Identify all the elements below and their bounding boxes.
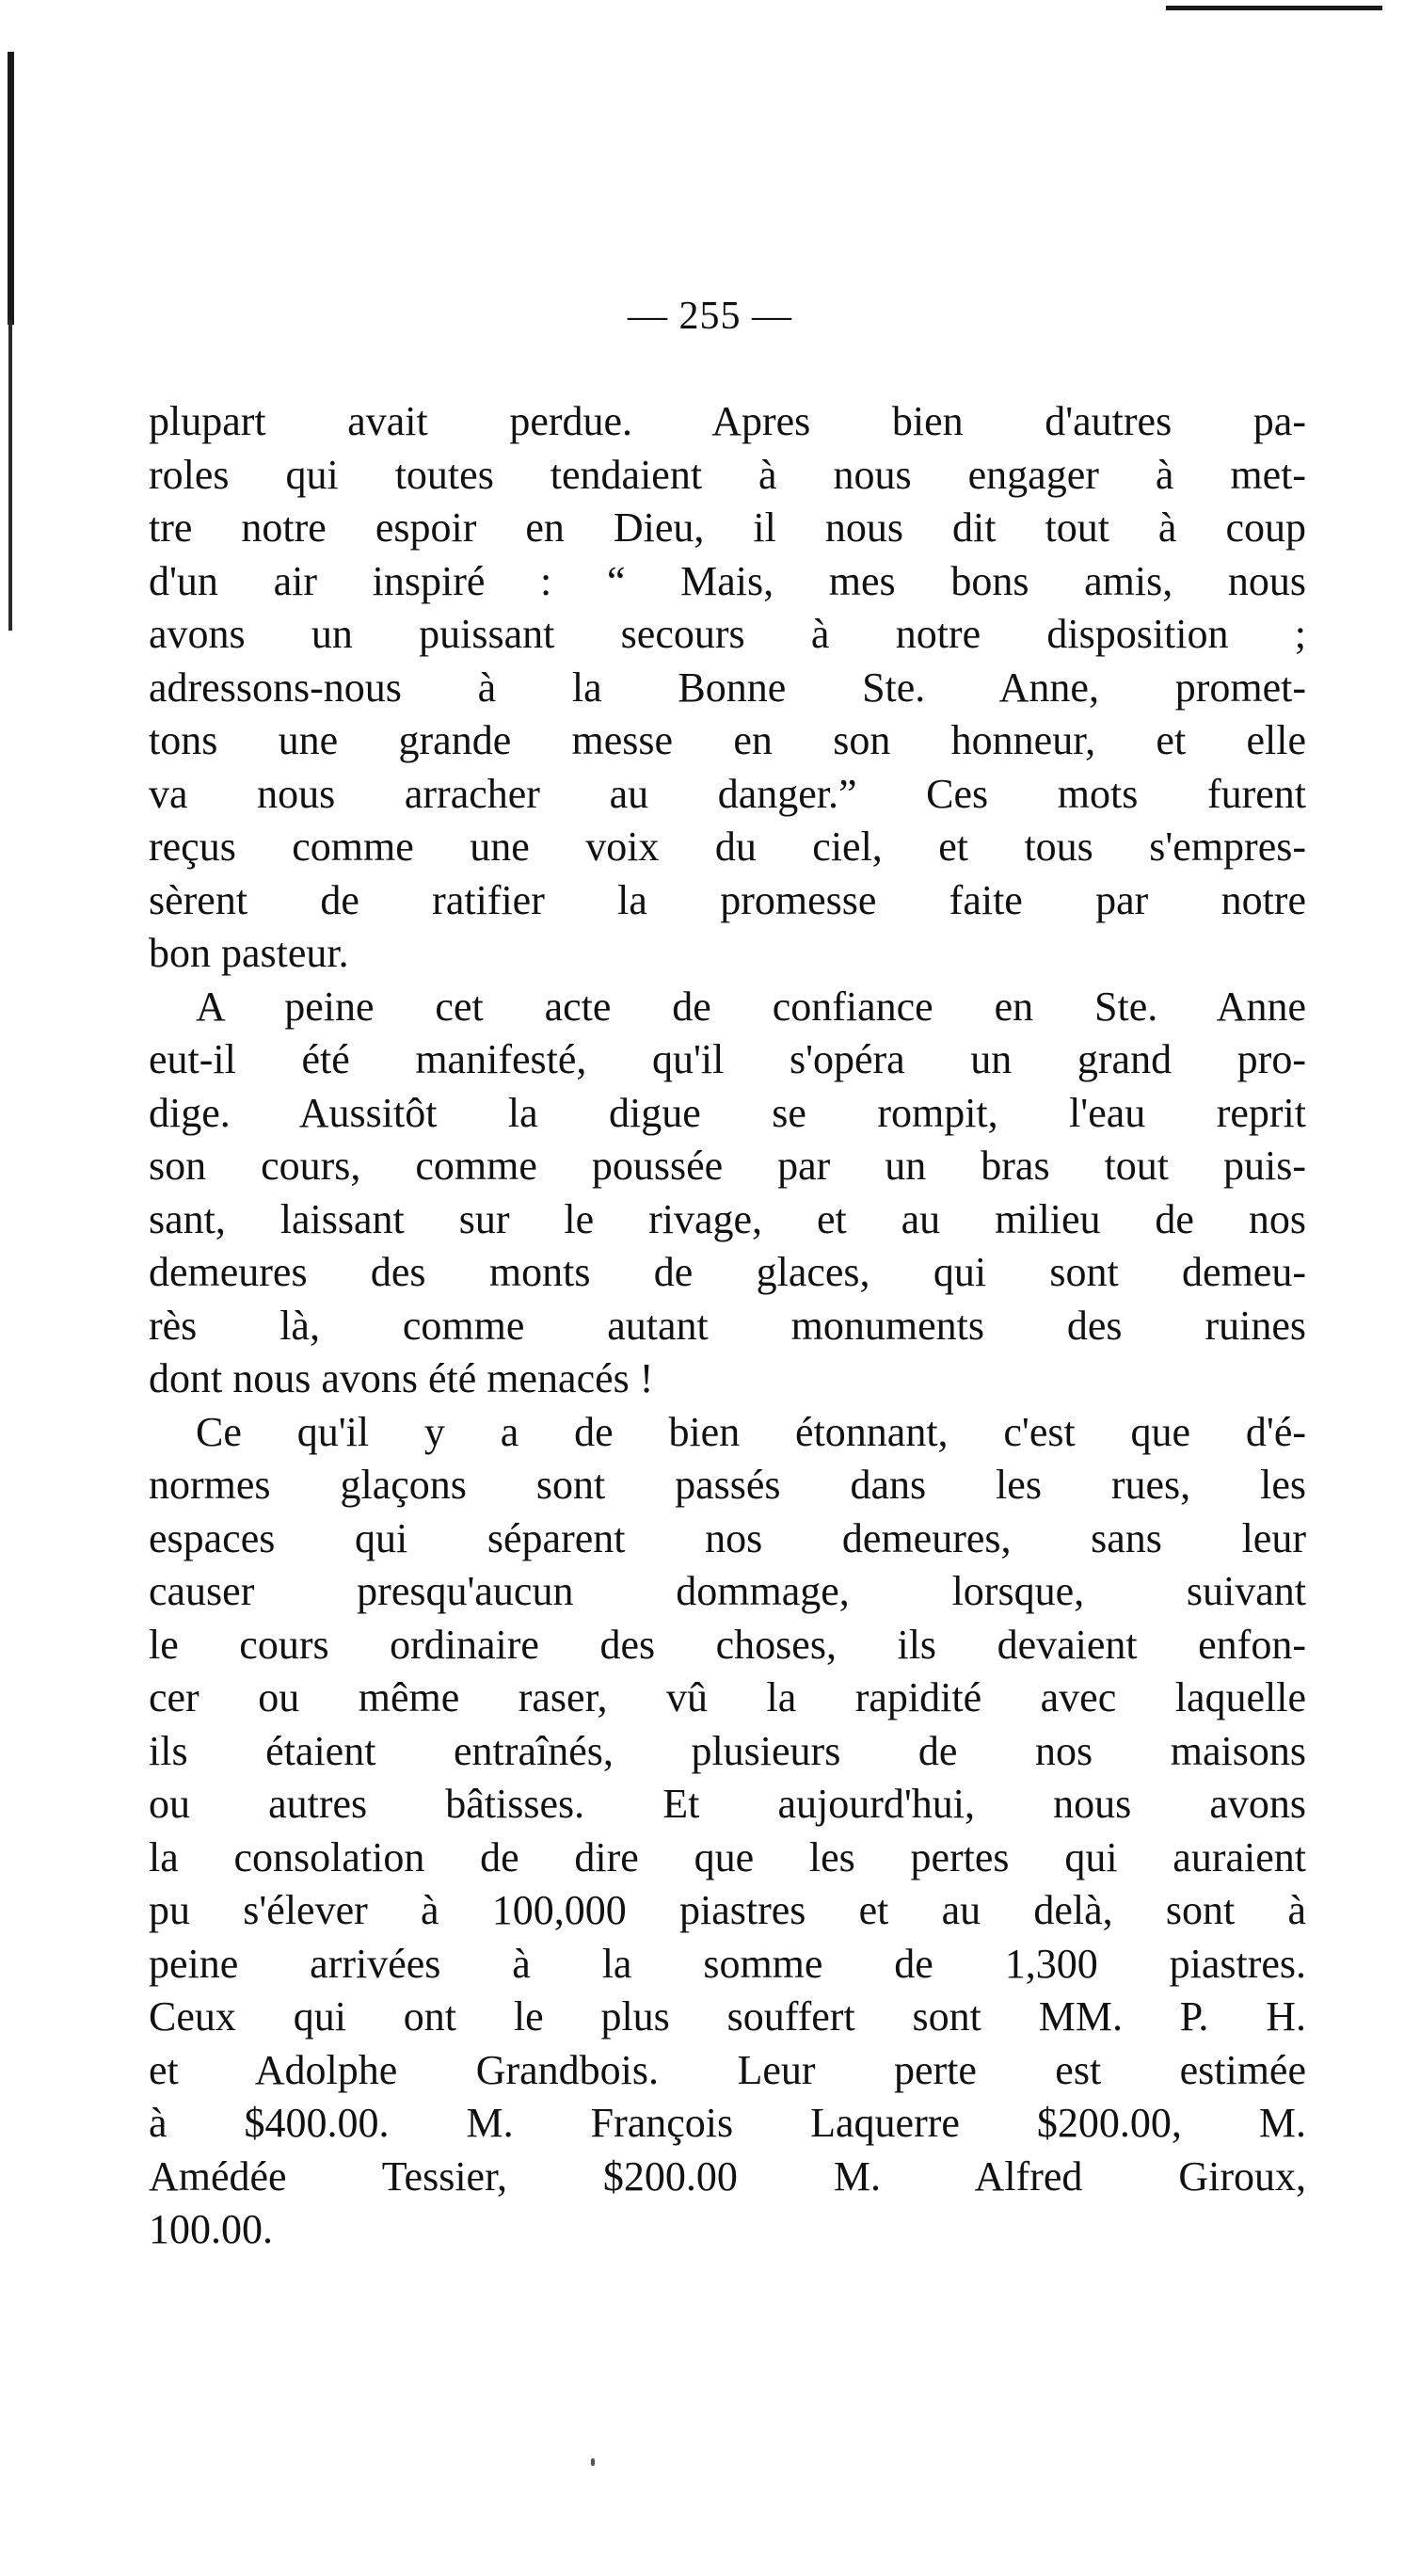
text-line: d'un air inspiré : “ Mais, mes bons amis, nous (149, 557, 1306, 604)
scan-edge-left (8, 52, 14, 325)
text-line: Ceux qui ont le plus souffert sont MM. P. H. (149, 1993, 1306, 2040)
text-line: plupart avait perdue. Apres bien d'autres pa- (149, 398, 1306, 444)
text-line: va nous arracher au danger.” Ces mots furent (149, 770, 1306, 817)
text-line: avons un puissant secours à notre disposition ; (149, 611, 1306, 657)
text-line: eut-il été manifesté, qu'il s'opéra un grand pro- (149, 1036, 1306, 1082)
text-line: tons une grande messe en son honneur, et elle (149, 717, 1306, 763)
scan-speck (591, 2458, 595, 2466)
text-line: causer presqu'aucun dommage, lorsque, suivant (149, 1568, 1306, 1614)
text-line: tre notre espoir en Dieu, il nous dit tout à coup (149, 504, 1306, 551)
text-line: adressons-nous à la Bonne Ste. Anne, promet- (149, 664, 1306, 711)
text-line: le cours ordinaire des choses, ils devaient enfon- (149, 1621, 1306, 1668)
text-line: normes glaçons sont passés dans les rues, les (149, 1462, 1306, 1508)
text-line: pu s'élever à 100,000 piastres et au delà, sont à (149, 1887, 1306, 1933)
text-line: et Adolphe Grandbois. Leur perte est estimée (149, 2046, 1306, 2093)
scan-edge-left-lower (8, 320, 12, 631)
text-line: sant, laissant sur le rivage, et au milieu de nos (149, 1195, 1306, 1242)
text-line: ou autres bâtisses. Et aujourd'hui, nous avons (149, 1781, 1306, 1827)
text-line: sèrent de ratifier la promesse faite par notre (149, 876, 1306, 923)
text-line: la consolation de dire que les pertes qui auraient (149, 1833, 1306, 1880)
text-line: 100.00. (149, 2206, 273, 2252)
text-line: Ce qu'il y a de bien étonnant, c'est que d'é- (196, 1408, 1306, 1455)
text-line: bon pasteur. (149, 930, 349, 976)
text-line: ils étaient entraînés, plusieurs de nos maisons (149, 1727, 1306, 1774)
text-line: espaces qui séparent nos demeures, sans leur (149, 1514, 1306, 1561)
text-line: cer ou même raser, vû la rapidité avec laquelle (149, 1674, 1306, 1720)
scan-edge-top (1166, 6, 1382, 10)
text-line: reçus comme une voix du ciel, et tous s'empres- (149, 824, 1306, 870)
page-body-text (149, 395, 1306, 2257)
text-line: A peine cet acte de confiance en Ste. Anne (196, 983, 1306, 1030)
text-line: son cours, comme poussée par un bras tout puis- (149, 1143, 1306, 1189)
page-number: — 255 — (628, 295, 792, 338)
text-line: peine arrivées à la somme de 1,300 piastres. (149, 1940, 1306, 1987)
text-line: roles qui toutes tendaient à nous engager à met- (149, 451, 1306, 498)
text-line: Amédée Tessier, $200.00 M. Alfred Giroux, (149, 2152, 1306, 2200)
text-line: rès là, comme autant monuments des ruines (149, 1302, 1306, 1349)
text-line: dont nous avons été menacés ! (149, 1355, 654, 1401)
text-line: demeures des monts de glaces, qui sont demeu- (149, 1249, 1306, 1295)
text-line: dige. Aussitôt la digue se rompit, l'eau reprit (149, 1089, 1306, 1136)
text-line: à $400.00. M. François Laquerre $200.00, M. (149, 2100, 1306, 2146)
